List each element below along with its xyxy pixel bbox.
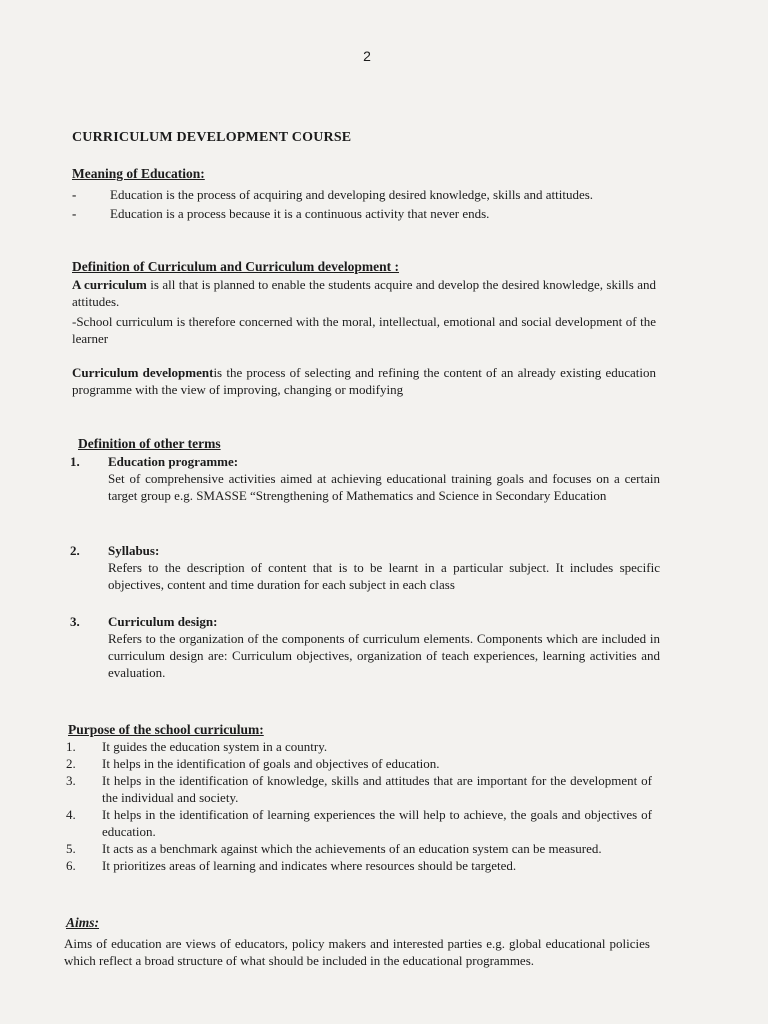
- term-title: Curriculum design:: [108, 614, 218, 629]
- list-number: 3.: [66, 773, 76, 788]
- purpose-heading: Purpose of the school curriculum:: [68, 722, 264, 737]
- curriculum-text: is all that is planned to enable the students acquire and develop the desired knowledge, skills and attitudes.: [72, 277, 657, 309]
- bullet-text: Education is a process because it is a continuous activity that never ends.: [110, 206, 490, 221]
- list-number: 1.: [66, 739, 76, 754]
- aims-text: Aims of education are views of educators, policy makers and interested parties e.g. global educational policies which reflect a broad structure of what should be included in the educational programmes.: [64, 936, 650, 968]
- list-item: [66, 840, 652, 857]
- aims-heading: Aims:: [66, 915, 100, 930]
- definition-heading: Definition of Curriculum and Curriculum development :: [72, 259, 399, 274]
- curriculum-definition: [72, 276, 656, 310]
- term-item: [70, 453, 660, 504]
- term-text: Set of comprehensive activities aimed at achieving educational training goals and focuses on a certain target group e.g. SMASSE “Strengthening of Mathematics and Science in Secondary Education: [108, 471, 660, 503]
- term-number: 2.: [70, 543, 80, 558]
- term-item: [70, 613, 660, 681]
- other-terms-heading: Definition of other terms: [78, 436, 221, 451]
- list-text: It prioritizes areas of learning and indicates where resources should be targeted.: [102, 858, 517, 873]
- development-text: is the process of selecting and refining the content of an already existing education programme with the view of improving, changing or modifying: [72, 365, 656, 397]
- bullet-marker: -: [72, 187, 77, 202]
- list-text: It helps in the identification of knowledge, skills and attitudes that are important for the development of the individual and society.: [102, 773, 652, 805]
- list-number: 4.: [66, 807, 76, 822]
- term-item: [70, 542, 660, 593]
- list-text: It helps in the identification of learning experiences the will help to achieve, the goals and objectives of education.: [102, 807, 652, 839]
- school-curriculum-text: -School curriculum is therefore concerned with the moral, intellectual, emotional and social development of the learner: [72, 314, 656, 346]
- list-number: 6.: [66, 858, 76, 873]
- list-item: [66, 738, 652, 755]
- list-item: [66, 857, 652, 874]
- purpose-list: [66, 738, 652, 874]
- list-text: It acts as a benchmark against which the achievements of an education system can be measured.: [102, 841, 602, 856]
- meaning-bullet-list: [72, 186, 672, 222]
- bullet-marker: -: [72, 206, 77, 221]
- term-title: Syllabus:: [108, 543, 160, 558]
- term-title: Education programme:: [108, 454, 239, 469]
- list-item: [66, 772, 652, 806]
- list-text: It helps in the identification of goals and objectives of education.: [102, 756, 440, 771]
- page-title: CURRICULUM DEVELOPMENT COURSE: [72, 130, 352, 145]
- list-item: [72, 205, 672, 222]
- term-number: 3.: [70, 614, 80, 629]
- page-number: 2: [363, 48, 371, 64]
- list-number: 2.: [66, 756, 76, 771]
- list-item: [66, 806, 652, 840]
- list-number: 5.: [66, 841, 76, 856]
- term-text: Refers to the organization of the components of curriculum elements. Components which are included in curriculum design are: Curriculum objectives, organization of teach experiences, learning activities and evaluation.: [108, 631, 660, 680]
- list-item: [72, 186, 672, 203]
- list-text: It guides the education system in a country.: [102, 739, 328, 754]
- development-term: Curriculum development: [72, 365, 214, 380]
- meaning-heading: Meaning of Education:: [72, 166, 205, 181]
- list-item: [66, 755, 652, 772]
- curriculum-development-definition: [72, 364, 656, 398]
- term-number: 1.: [70, 454, 80, 469]
- term-text: Refers to the description of content that is to be learnt in a particular subject. It includes specific objectives, content and time duration for each subject in each class: [108, 560, 660, 592]
- bullet-text: Education is the process of acquiring and developing desired knowledge, skills and attitudes.: [110, 187, 594, 202]
- curriculum-term: A curriculum: [72, 277, 147, 292]
